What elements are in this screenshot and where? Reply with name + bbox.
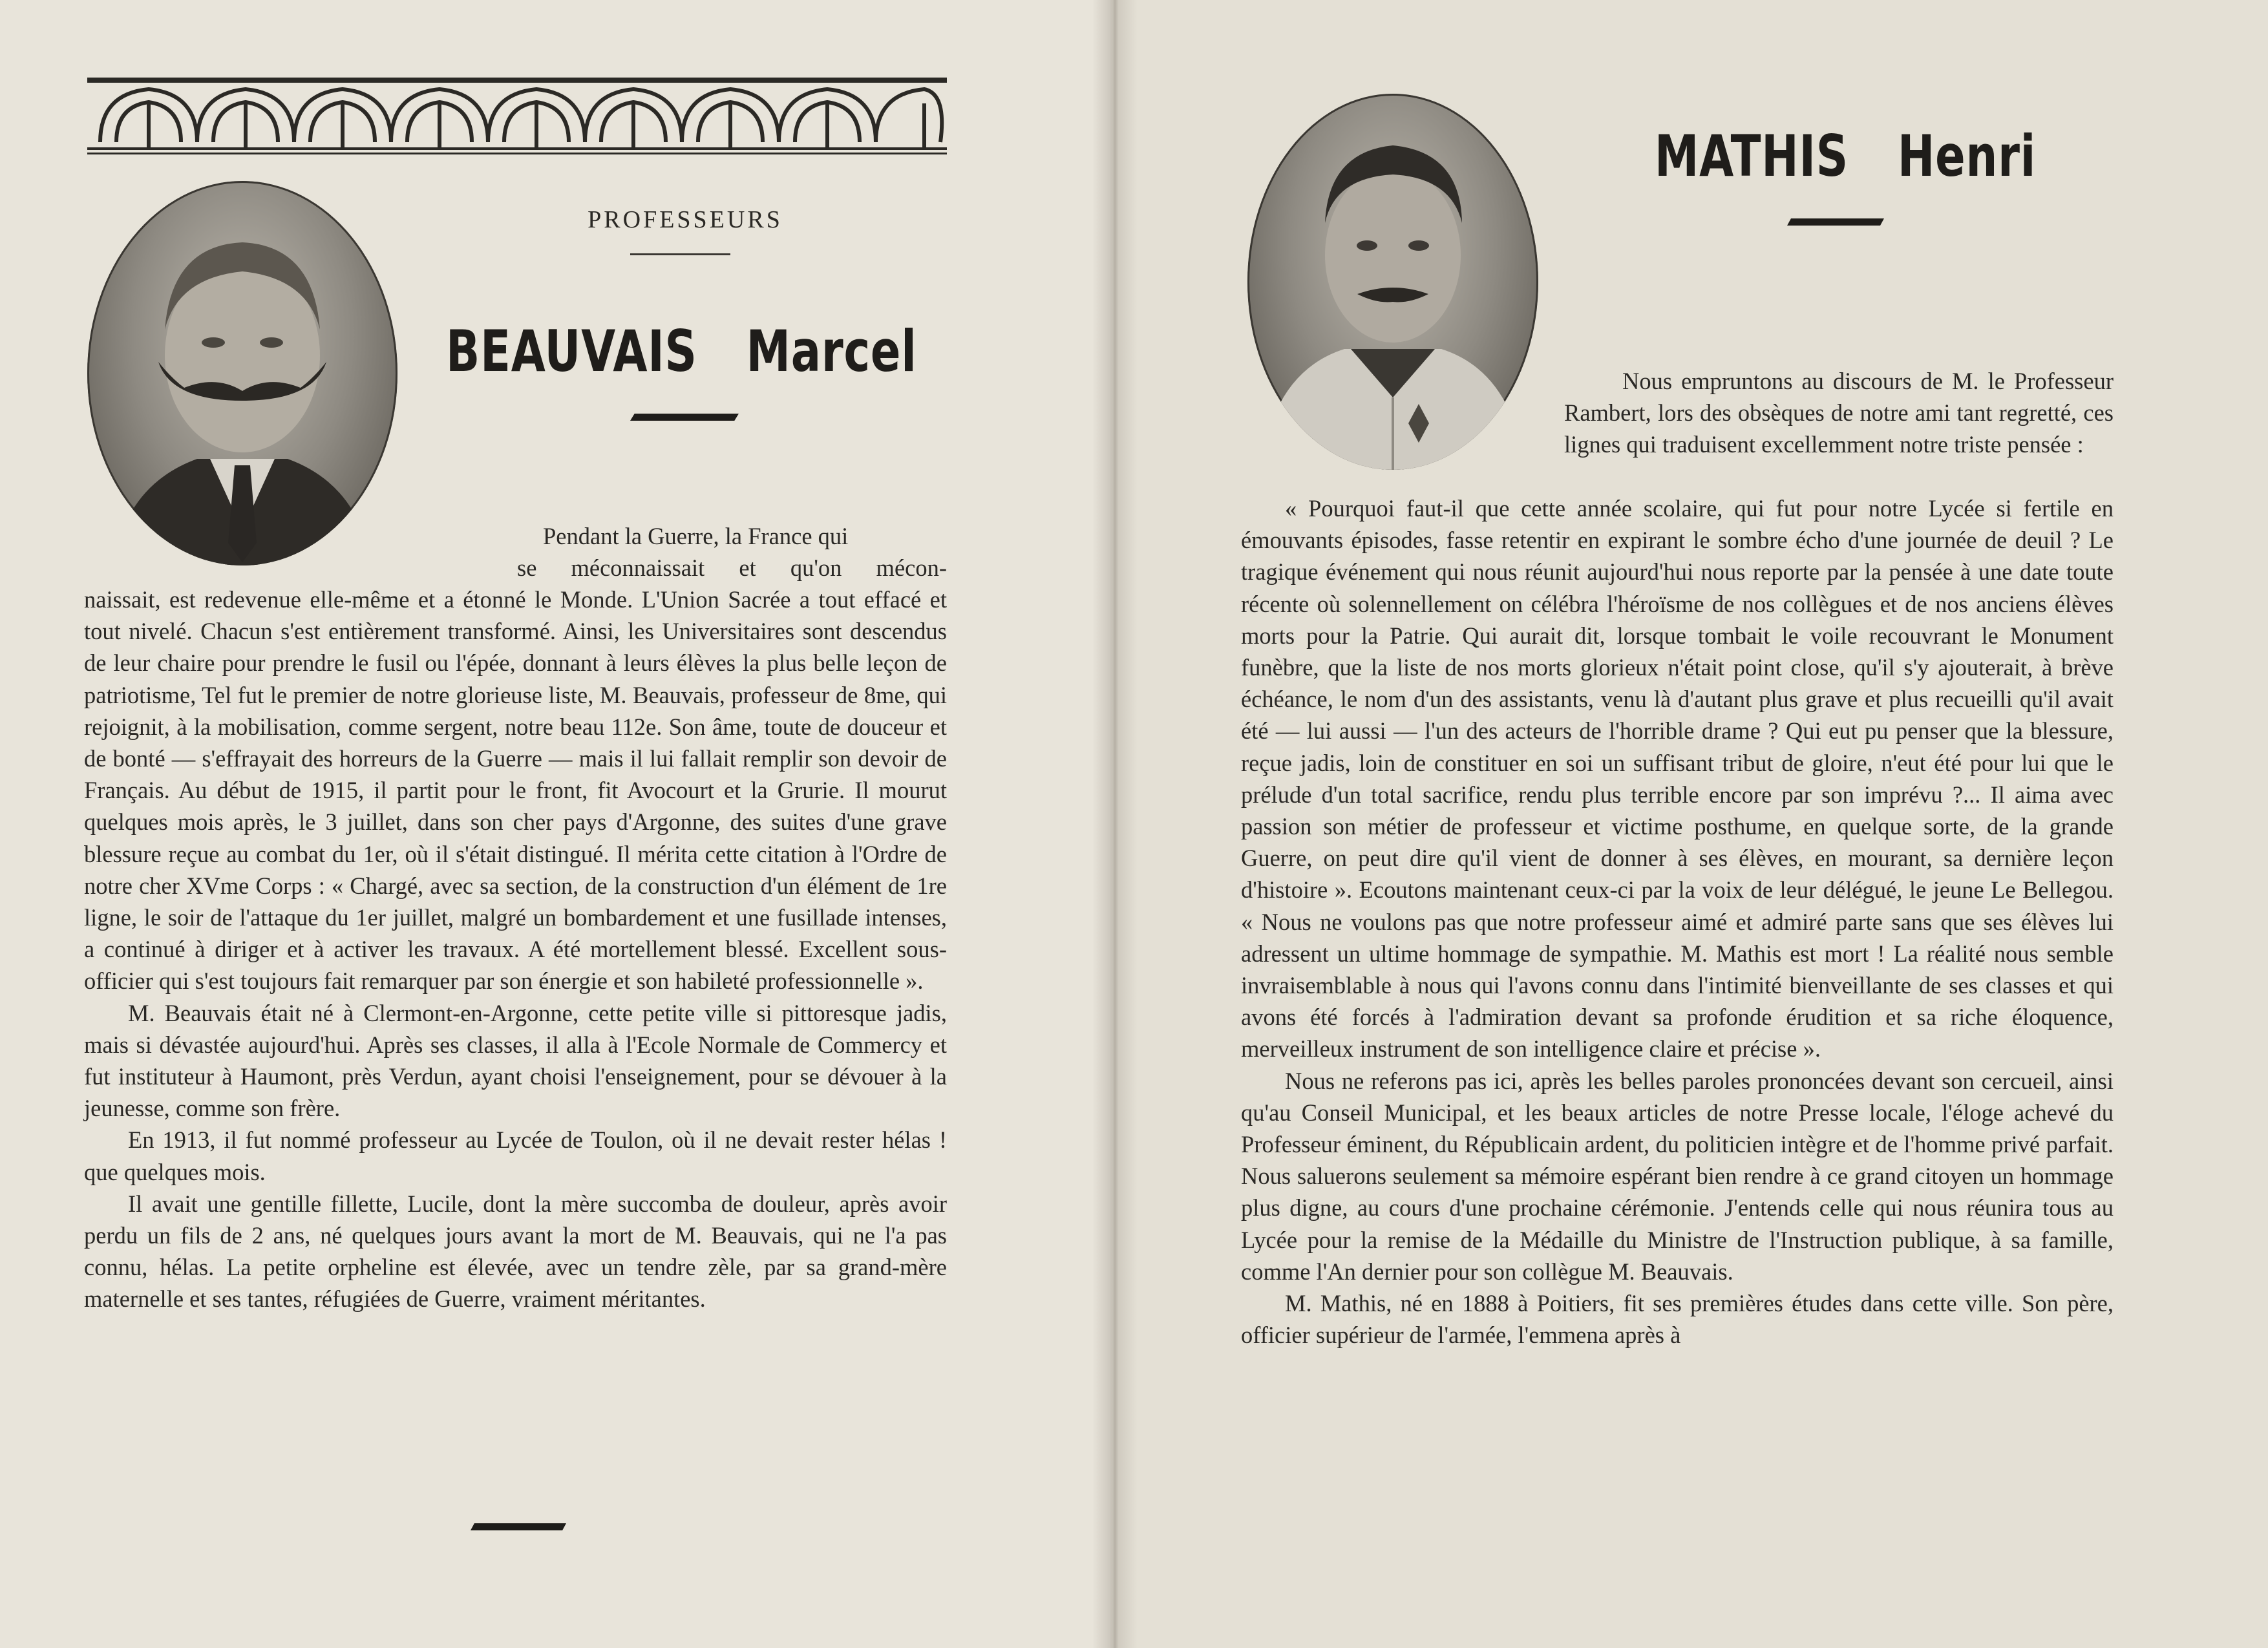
body-text-beauvais [84,584,947,1315]
paragraph: « Pourquoi faut-il que cette année scolaire, qui fut pour notre Lycée si fertile en émouvants épisodes, fasse retentir en expirant le sombre écho d'une journée de deuil ? Le tragique événement qui nous réunit aujourd'hui nous reporte par la pensée à une date toute récente où solennellement on célébra l'héroïsme de nos collègues et de nos anciens élèves morts pour la Patrie. Qui aurait dit, lorsque tombait le voile recouvrant le Monument funèbre, que la liste de nos morts glorieux n'était point close, qu'il s'y ajouterait, à brève échéance, le nom d'un des assistants, venu là d'autant plus grave et plus recueilli qu'il avait été — lui aussi — l'un des acteurs de l'horrible drame ? Qui eut pu penser que la blessure, reçue jadis, loin de constituer en soi un suffisant tribut de gloire, n'eut été pour lui que le prélude d'un total sacrifice, rendu plus terrible encore par son imprévu ?... Il aima avec passion son métier de professeur et victime posthume, en quelque sorte, de la grande Guerre, on peut dire qu'il vient de donner à ses élèves, en mourant, sa dernière leçon d'histoire ». Ecoutons maintenant ceux-ci par la voix de leur délégué, le jeune Le Bellegou. « Nous ne voulons pas que notre professeur aimé et admiré parte sans que ses élèves lui adressent un ultime hommage de sympathie. M. Mathis est mort ! La réalité nous semble invraisemblable à nous qui l'avons connu dans l'intimité bienveillante de ses classes et qui avons été forcés à l'admiration devant sa profonde érudition et sa riche éloquence, merveilleux instrument de son intelligence claire et précise ». [1241,495,2114,1062]
right-page [1110,0,2268,1648]
heading-bar [630,414,739,421]
paragraph: En 1913, il fut nommé professeur au Lycée de Toulon, où il ne devait rester hélas ! que quelques mois. [84,1126,947,1185]
paragraph: M. Mathis, né en 1888 à Poitiers, fit ses premières études dans cette ville. Son père, officier supérieur de l'armée, l'emmena après à [1241,1290,2114,1349]
intro-paragraph: Nous empruntons au discours de M. le Professeur Rambert, lors des obsèques de notre ami tant regretté, ces lignes qui traduisent excellemment notre triste pensée : [1564,368,2114,458]
art-nouveau-header-ornament [87,78,947,155]
section-label: PROFESSEURS [588,206,783,233]
section-rule [630,253,730,255]
surname: BEAUVAIS [446,318,697,385]
paragraph: M. Beauvais était né à Clermont-en-Argonne, cette petite ville si pittoresque jadis, mais si dévastée aujourd'hui. Après ses classes, il alla à l'Ecole Normale de Commercy et fut instituteur à Haumont, près Verdun, ayant choisi l'enseignement, pour se dévouer à la jeunesse, comme son frère. [84,999,947,1122]
first-name: Marcel [746,318,917,385]
paragraph: naissait, est redevenue elle-même et a étonné le Monde. L'Union Sacrée a tout effacé et tout nivelé. Chacun s'est entièrement transformé. Ainsi, les Universitaires sont descendus de leur chaire pour prendre le fusil ou l'épée, donnant à leurs élèves la plus belle leçon de patriotisme, Tel fut le premier de notre glorieuse liste, M. Beauvais, professeur de 8me, qui rejoignit, à la mobilisation, comme sergent, notre beau 112e. Son âme, toute de douceur et de bonté — s'effrayait des horreurs de la Guerre — mais il lui fallait remplir son devoir de Français. Au début de 1915, il partit pour le front, fit Avocourt et la Grurie. Il mourut quelques mois après, le 3 juillet, dans son cher pays d'Argonne, des suites d'une grave blessure reçue au combat du 1er, où il s'était distingué. Il mérita cette citation à l'Ordre de notre cher XVme Corps : « Chargé, avec sa section, de la construction d'un élément de 1re ligne, le soir de l'attaque du 1er juillet, malgré un bombardement et une fusillade intenses, a continué à diriger et à activer les travaux. A été mortellement blessé. Excellent sous-officier qui s'est toujours fait remarquer par son énergie et son habileté professionnelle ». [84,586,947,995]
heading-bar [1787,218,1884,226]
paragraph: Nous ne referons pas ici, après les belles paroles prononcées devant son cercueil, ainsi qu'au Conseil Municipal, et les beaux articles de notre Presse locale, l'éloge achevé du Professeur éminent, du Républicain ardent, du politicien intègre et de l'homme privé parfait. Nous saluerons seulement sa mémoire espérant bien rendre à ce grand citoyen un hommage plus digne, au cours d'une prochaine cérémonie. J'entends celle qui nous réunira tous au Lycée pour la remise de la Médaille du Ministre de l'Instruction publique, à sa famille, comme l'An dernier pour son collègue M. Beauvais. [1241,1067,2114,1285]
portrait-mathis [1247,94,1538,470]
intro-line: Pendant la Guerre, la France qui [543,523,849,549]
portrait-beauvais [87,181,397,565]
intro-mathis [1564,365,2114,461]
name-heading-beauvais [446,318,917,385]
intro-line: se méconnaissait et qu'on mécon- [517,555,947,582]
surname: MATHIS [1655,123,1849,189]
book-gutter [1092,0,1138,1648]
first-name: Henri [1897,123,2037,189]
body-text-mathis [1241,492,2114,1351]
end-bar [471,1523,566,1530]
name-heading-mathis [1655,123,2036,189]
left-page [0,0,1110,1648]
intro-lines-beauvais [517,520,947,584]
paragraph: Il avait une gentille fillette, Lucile, dont la mère succomba de douleur, après avoir perdu un fils de 2 ans, né quelques jours avant la mort de M. Beauvais, qui ne l'a pas connu, hélas. La petite orpheline est élevée, avec un tendre zèle, par sa grand-mère maternelle et ses tantes, réfugiées de Guerre, vraiment méritantes. [84,1190,947,1313]
